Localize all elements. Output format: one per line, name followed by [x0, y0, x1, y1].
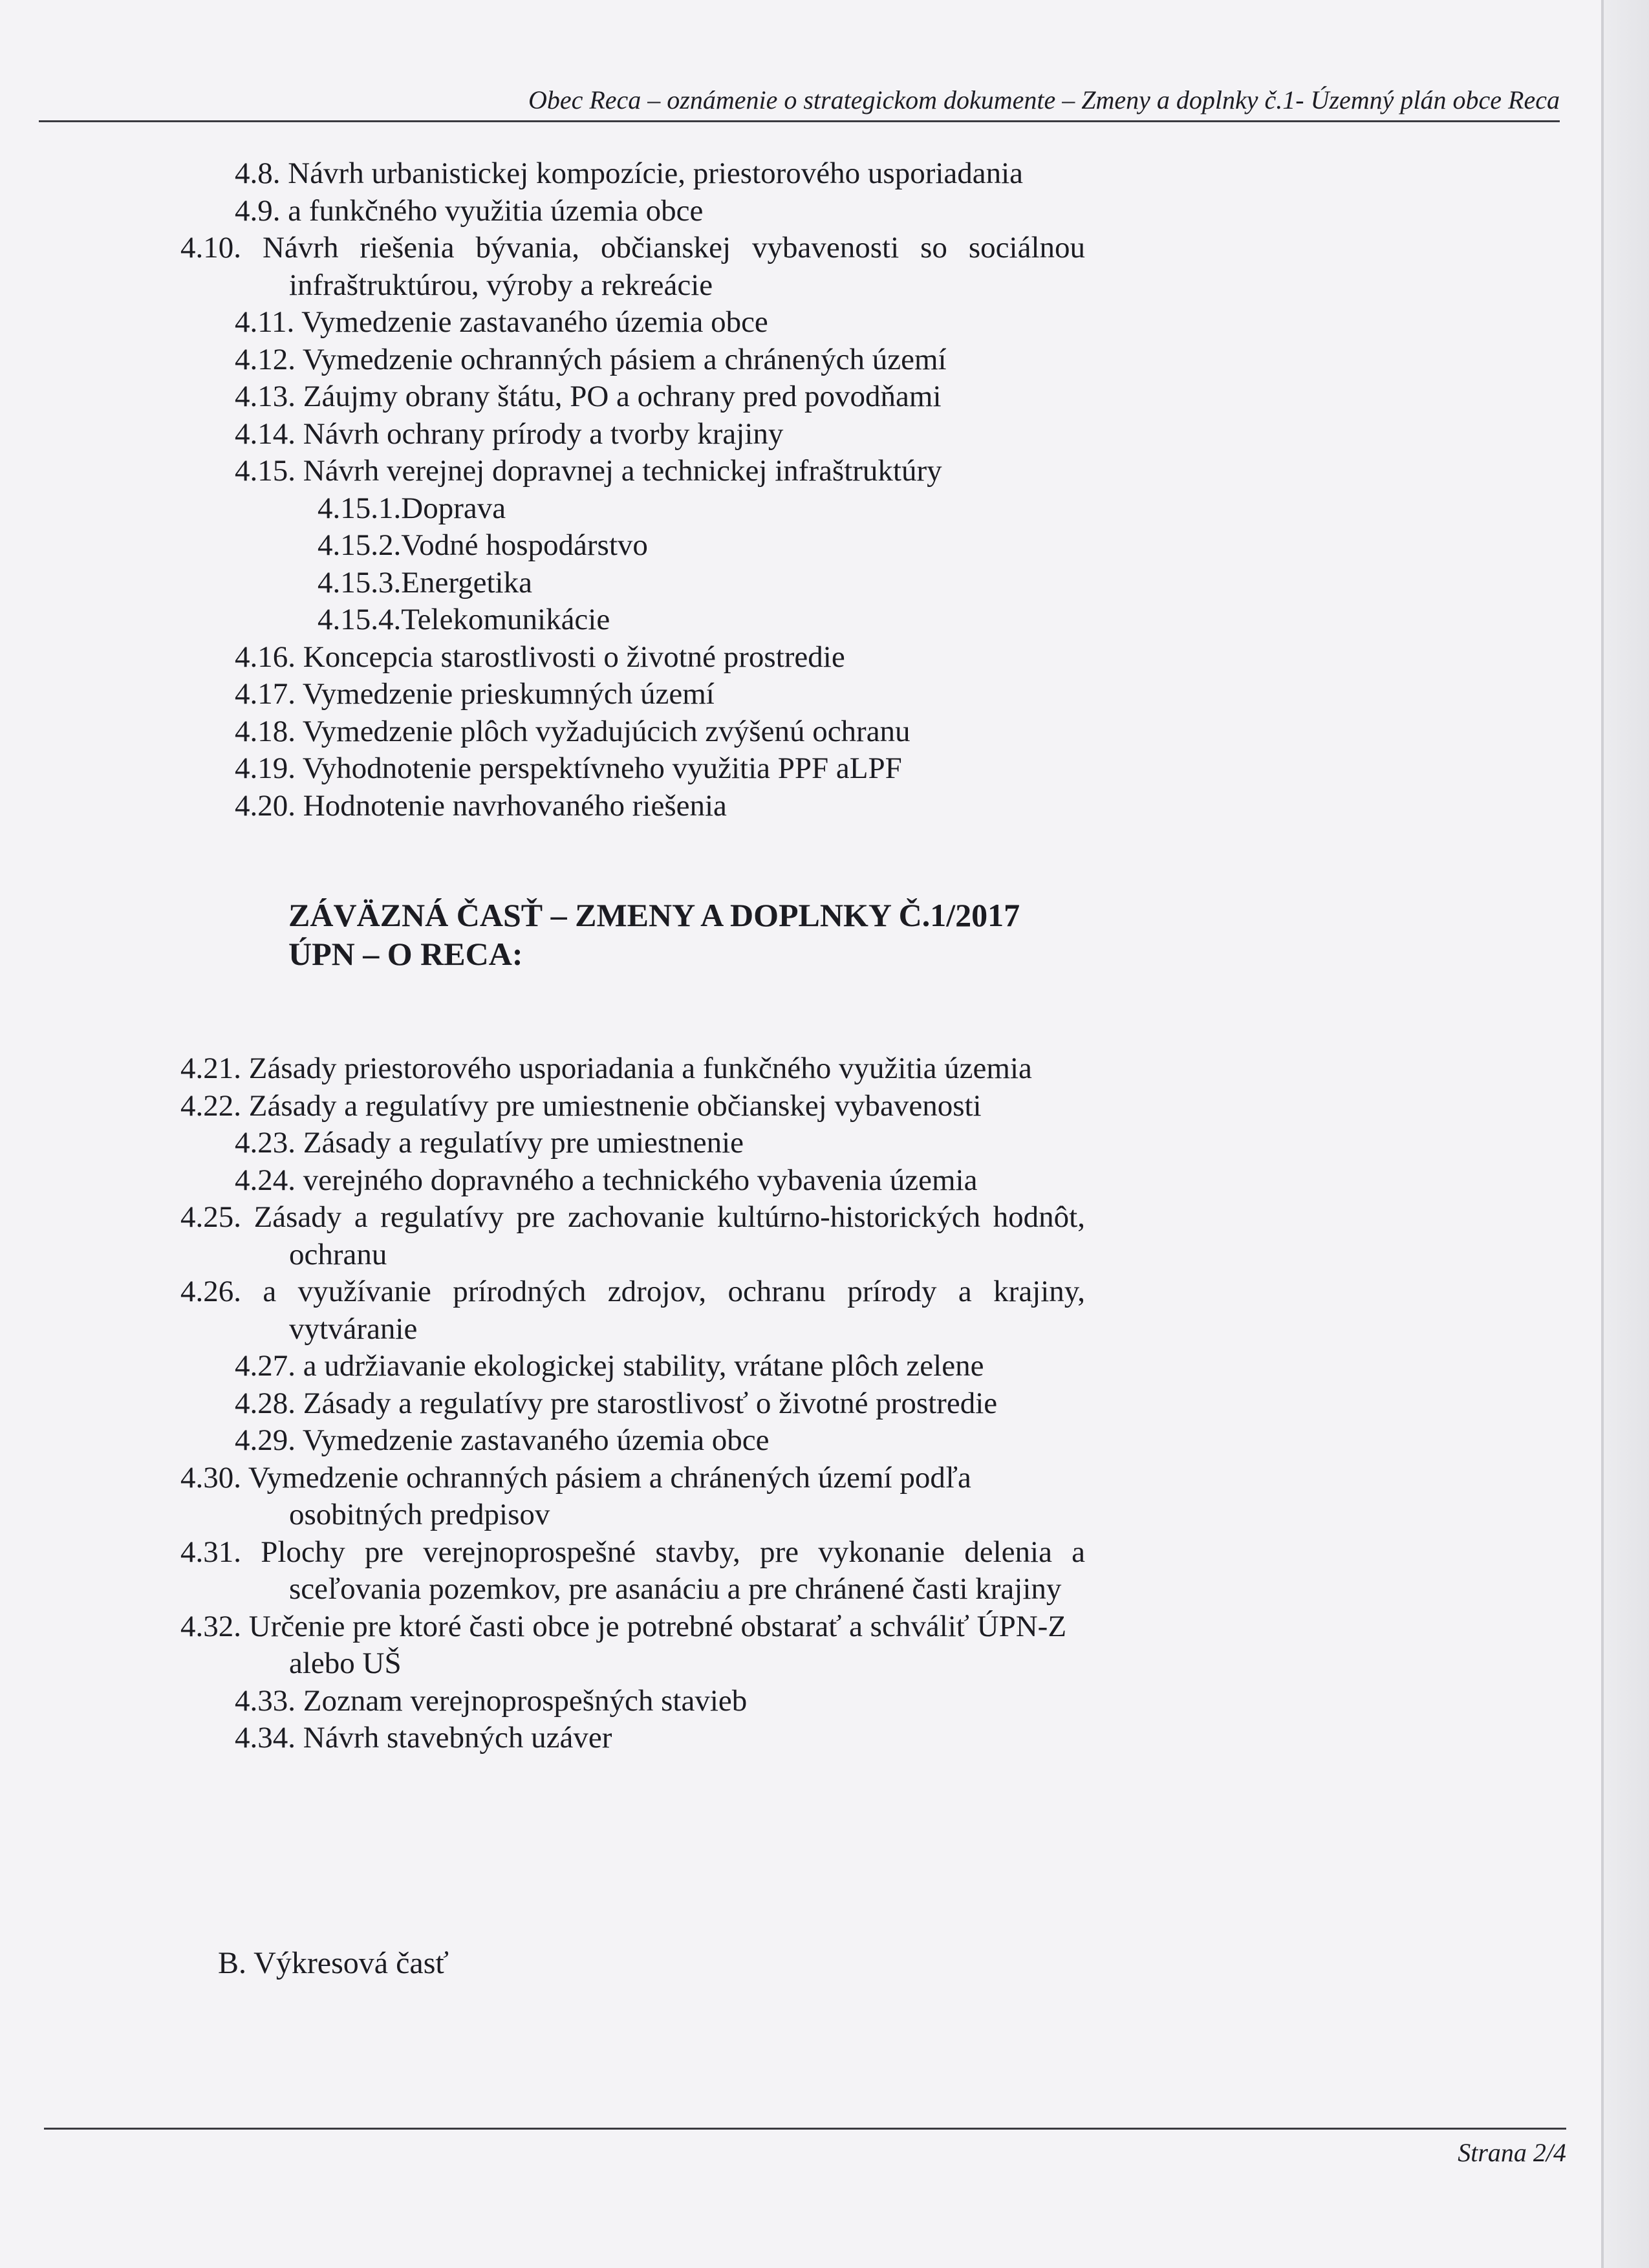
section-heading-line1: ZÁVÄZNÁ ČASŤ – ZMENY A DOPLNKY Č.1/2017	[288, 897, 1020, 933]
list-item: 4.20. Hodnotenie navrhovaného riešenia	[235, 788, 727, 823]
list-item: 4.12. Vymedzenie ochranných pásiem a chránených území	[235, 342, 947, 376]
list-item: 4.9. a funkčného využitia územia obce	[235, 193, 704, 228]
list-item: 4.23. Zásady a regulatívy pre umiestnenie	[235, 1126, 744, 1160]
list-item: 4.18. Vymedzenie plôch vyžadujúcich zvýšenú ochranu	[235, 714, 911, 748]
list-item: 4.11. Vymedzenie zastavaného územia obce	[235, 305, 768, 339]
list-item: 4.13. Záujmy obrany štátu, PO a ochrany pred povodňami	[235, 380, 942, 413]
page-number: Strana 2/4	[1458, 2138, 1566, 2167]
list-item: 4.14. Návrh ochrany prírody a tvorby krajiny	[235, 416, 784, 451]
list-item: 4.15. Návrh verejnej dopravnej a technickej infraštruktúry	[235, 454, 942, 488]
toc-part2	[180, 1050, 1086, 1757]
page-header	[39, 76, 1560, 122]
list-item: 4.34. Návrh stavebných uzáver	[235, 1721, 612, 1755]
list-item: 4.33. Zoznam verejnoprospešných stavieb	[235, 1683, 748, 1718]
list-item: 4.25. Zásady a regulatívy pre zachovanie kultúrno-historických hodnôt, ochranu	[180, 1200, 1085, 1271]
sub-list-item: 4.15.4.Telekomunikácie	[318, 603, 610, 636]
list-item: 4.17. Vymedzenie prieskumných území	[235, 677, 715, 711]
sub-list-item: 4.15.3.Energetika	[318, 565, 532, 599]
list-item: 4.22. Zásady a regulatívy pre umiestnenie občianskej vybavenosti	[180, 1088, 982, 1123]
list-item: 4.16. Koncepcia starostlivosti o životné prostredie	[235, 640, 845, 674]
list-item: 4.8. Návrh urbanistickej kompozície, priestorového usporiadania	[235, 157, 1024, 190]
list-item: 4.30. Vymedzenie ochranných pásiem a chránených území podľa osobitných predpisov	[180, 1460, 971, 1531]
list-item: 4.21. Zásady priestorového usporiadania a funkčného využitia územia	[180, 1052, 1032, 1085]
page-footer	[44, 2128, 1566, 2167]
list-item: 4.28. Zásady a regulatívy pre starostlivosť o životné prostredie	[235, 1386, 998, 1420]
list-item: 4.32. Určenie pre ktoré časti obce je potrebné obstarať a schváliť ÚPN-Z alebo UŠ	[180, 1609, 1067, 1680]
list-item: 4.19. Vyhodnotenie perspektívneho využitia PPF aLPF	[235, 751, 902, 785]
section-heading-line2: ÚPN – O RECA:	[288, 936, 523, 972]
scan-edge	[1601, 0, 1649, 2268]
section-heading	[288, 896, 1129, 973]
list-item: 4.10. Návrh riešenia bývania, občianskej vybavenosti so sociálnou infraštruktúrou, výroby a rekreácie	[180, 231, 1085, 302]
header-text: Obec Reca – oznámenie o strategickom dokumente – Zmeny a doplnky č.1- Územný plán obce Reca	[528, 85, 1560, 114]
list-item: 4.27. a udržiavanie ekologickej stability, vrátane plôch zelene	[235, 1349, 984, 1383]
drawing-part-heading: B. Výkresová časť	[218, 1946, 449, 1980]
list-item: 4.24. verejného dopravného a technického vybavenia územia	[235, 1163, 978, 1197]
sub-list-item: 4.15.2.Vodné hospodárstvo	[318, 528, 648, 562]
sub-list-item: 4.15.1.Doprava	[318, 491, 506, 525]
list-item: 4.26. a využívanie prírodných zdrojov, ochranu prírody a krajiny, vytváranie	[180, 1275, 1085, 1346]
list-item: 4.31. Plochy pre verejnoprospešné stavby, pre vykonanie delenia a sceľovania pozemkov, pre asanáciu a pre chránené časti krajiny	[180, 1535, 1086, 1606]
list-item: 4.29. Vymedzenie zastavaného územia obce	[235, 1423, 770, 1457]
toc-part1	[180, 155, 1085, 825]
